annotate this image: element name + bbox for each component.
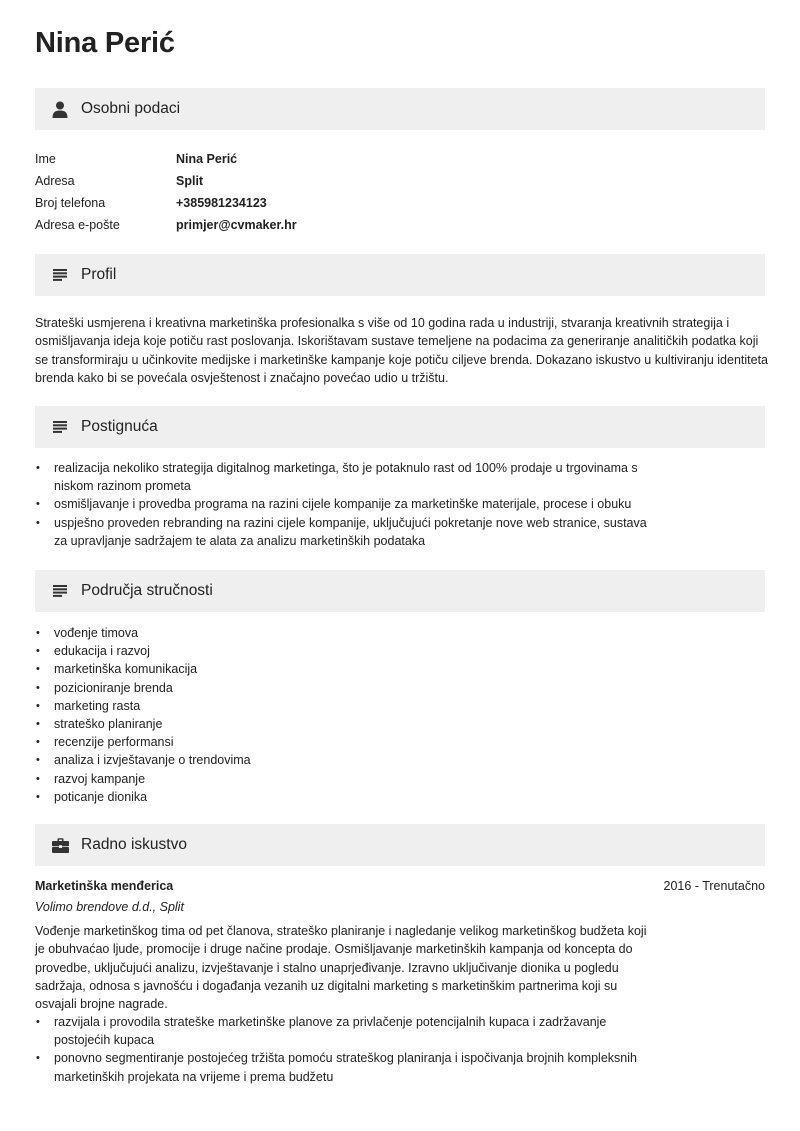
personal-info-table bbox=[35, 148, 297, 236]
job-bullets bbox=[35, 1013, 650, 1086]
info-value: +385981234123 bbox=[176, 196, 267, 210]
info-row-name bbox=[35, 148, 297, 170]
list-item: • marketing rasta bbox=[35, 697, 635, 715]
section-title: Osobni podaci bbox=[81, 100, 181, 117]
list-item: • recenzije performansi bbox=[35, 733, 635, 751]
list-item: • marketinška komunikacija bbox=[35, 660, 635, 678]
job-description: Vođenje marketinškog tima od pet članova, strateško planiranje i nagledanje velikog marketinškog budžeta koji je obuhvaćao ljude, promocije i druge načine prodaje. Osmišljavanje marketinških kampanja od koncepta do provedbe, uključujući analizu, izvještavanje i stalno unaprjeđivanje. Izravno uključivanje dionika u pogledu sadržaja, odnosa s javnošću i događanja vezanih uz digitalni marketing s marketinškim partnerima koji su osvajali brojne nagrade. bbox=[35, 924, 647, 1012]
info-row-phone bbox=[35, 192, 297, 214]
expertise-list bbox=[35, 624, 635, 806]
job-company: Volimo brendove d.d., Split bbox=[35, 900, 184, 914]
list-item: • ponovno segmentiranje postojećeg tržišta pomoću strateškog planiranja i ispočivanja brojnih kompleksnih marketinških projekata na vrijeme i prema budžetu bbox=[35, 1049, 650, 1085]
person-icon bbox=[51, 100, 69, 118]
candidate-name: Nina Perić bbox=[35, 27, 175, 59]
achievements-list bbox=[35, 459, 650, 550]
info-value: primjer@cvmaker.hr bbox=[176, 218, 297, 232]
job-date: 2016 - Trenutačno bbox=[663, 879, 765, 893]
info-label: Ime bbox=[35, 152, 56, 166]
list-item: • poticanje dionika bbox=[35, 788, 635, 806]
section-title: Područja stručnosti bbox=[81, 582, 213, 599]
lines-icon bbox=[51, 582, 69, 600]
list-item: • vođenje timova bbox=[35, 624, 635, 642]
section-header-achievements bbox=[35, 406, 765, 448]
info-label: Broj telefona bbox=[35, 196, 106, 210]
list-item: • razvijala i provodila strateške marketinške planove za privlačenje potencijalnih kupaca i zadržavanje postojećih kupaca bbox=[35, 1013, 650, 1049]
info-value: Split bbox=[176, 174, 204, 188]
list-item: • strateško planiranje bbox=[35, 715, 635, 733]
section-title: Profil bbox=[81, 266, 117, 283]
job-title: Marketinška menđerica bbox=[35, 879, 174, 893]
list-item: • edukacija i razvoj bbox=[35, 642, 635, 660]
list-item: • realizacija nekoliko strategija digitalnog marketinga, što je potaknulo rast od 100% prodaje u trgovinama s niskom razinom prometa bbox=[35, 459, 650, 495]
info-label: Adresa e-pošte bbox=[35, 218, 120, 232]
section-title: Radno iskustvo bbox=[81, 836, 187, 853]
section-header-personal bbox=[35, 88, 765, 130]
lines-icon bbox=[51, 418, 69, 436]
section-header-profile bbox=[35, 254, 765, 296]
info-row-address bbox=[35, 170, 297, 192]
section-title: Postignuća bbox=[81, 418, 158, 435]
list-item: • razvoj kampanje bbox=[35, 770, 635, 788]
list-item: • osmišljavanje i provedba programa na razini cijele kompanije za marketinške materijale, procese i obuku bbox=[35, 495, 650, 513]
section-header-experience bbox=[35, 824, 765, 866]
profile-text: Strateški usmjerena i kreativna marketinška profesionalka s više od 10 godina rada u industriji, stvaranja kreativnih strategija i osmišljavanja ideja koje potiču rast poslovanja. Iskorištavam sustave temeljene na podacima za generiranje analitičkih podatka koji se transformiraju u učinkovite medijske i marketinške kampanje koje potiču ciljeve brenda. Dokazano iskustvo u kultiviranju identiteta brenda kako bi se povećala osvještenost i značajno povećao udio u tržištu. bbox=[35, 316, 768, 385]
lines-icon bbox=[51, 266, 69, 284]
info-row-email bbox=[35, 214, 297, 236]
briefcase-icon bbox=[51, 836, 69, 854]
section-header-expertise bbox=[35, 570, 765, 612]
list-item: • uspješno proveden rebranding na razini cijele kompanije, uključujući pokretanje nove web stranice, sustava za upravljanje sadržajem te alata za analizu marketinških podataka bbox=[35, 514, 650, 550]
info-label: Adresa bbox=[35, 174, 75, 188]
list-item: • pozicioniranje brenda bbox=[35, 679, 635, 697]
info-value: Nina Perić bbox=[176, 152, 238, 166]
list-item: • analiza i izvještavanje o trendovima bbox=[35, 751, 635, 769]
